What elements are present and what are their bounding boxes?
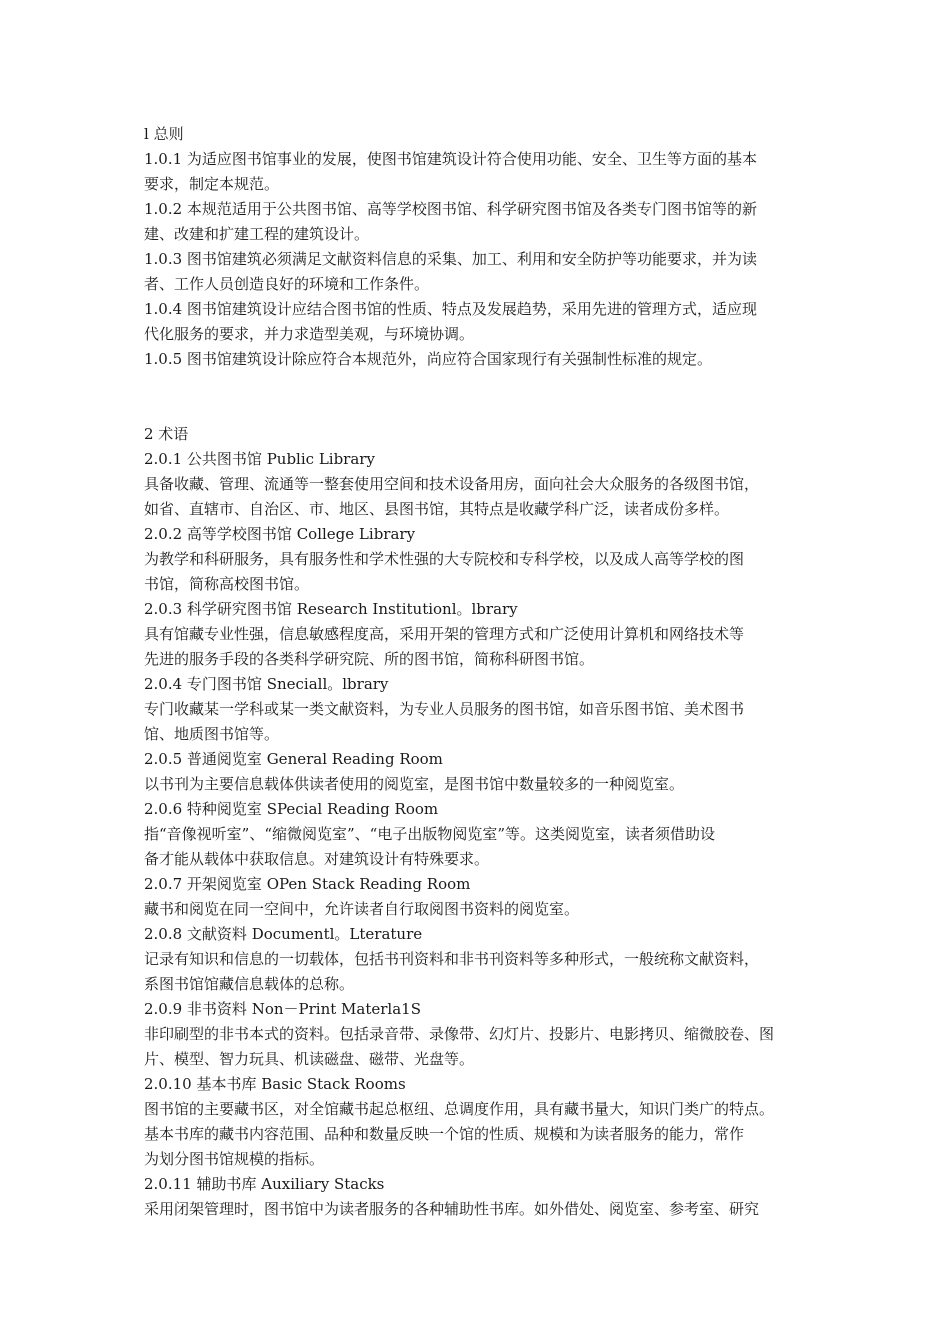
text-line: 馆、地质图书馆等。: [144, 725, 280, 743]
text-line: 2.0.2 高等学校图书馆 College Library: [144, 525, 416, 543]
chapter2-body: [144, 447, 816, 1222]
text-line: 先进的服务手段的各类科学研究院、所的图书馆，简称科研图书馆。: [144, 650, 595, 668]
text-line: 以书刊为主要信息载体供读者使用的阅览室，是图书馆中数量较多的一种阅览室。: [144, 775, 685, 793]
text-line: 专门收藏某一学科或某一类文献资料，为专业人员服务的图书馆，如音乐图书馆、美术图书: [144, 700, 745, 718]
text-line: 2.0.6 特种阅览室 SPecial Reading Room: [144, 800, 439, 818]
text-line: 2.0.4 专门图书馆 Sneciall。lbrary: [144, 675, 389, 693]
text-line: 指“音像视听室”、“缩微阅览室”、“电子出版物阅览室”等。这类阅览室，读者须借助设: [144, 825, 716, 843]
document-page: [144, 122, 816, 1222]
text-line: 备才能从载体中获取信息。对建筑设计有特殊要求。: [144, 850, 490, 868]
text-line: 具备收藏、管理、流通等一整套使用空间和技术设备用房，面向社会大众服务的各级图书馆，: [144, 475, 760, 493]
chapter-terms: [144, 422, 816, 1222]
text-line: 系图书馆馆藏信息载体的总称。: [144, 975, 355, 993]
text-line: 基本书库的藏书内容范围、品种和数量反映一个馆的性质、规模和为读者服务的能力，常作: [144, 1125, 745, 1143]
chapter-heading: l 总则: [144, 125, 184, 143]
text-line: 图书馆的主要藏书区，对全馆藏书起总枢纽、总调度作用，具有藏书量大，知识门类广的特点。: [144, 1100, 775, 1118]
text-line: 2.0.1 公共图书馆 Public Library: [144, 450, 375, 468]
text-line: 2.0.11 辅助书库 Auxiliary Stacks: [144, 1175, 385, 1193]
text-line: 采用闭架管理时，图书馆中为读者服务的各种辅助性书库。如外借处、阅览室、参考室、研究: [144, 1200, 760, 1218]
text-line: 非印刷型的非书本式的资料。包括录音带、录像带、幻灯片、投影片、电影拷贝、缩微胶卷、图: [144, 1025, 775, 1043]
text-line: 1.0.2 本规范适用于公共图书馆、高等学校图书馆、科学研究图书馆及各类专门图书馆等的新: [144, 200, 757, 218]
text-line: 2.0.10 基本书库 Basic Stack Rooms: [144, 1075, 406, 1093]
text-line: 者、工作人员创造良好的环境和工作条件。: [144, 275, 430, 293]
chapter1-body: [144, 147, 816, 372]
text-line: 代化服务的要求，并力求造型美观，与环境协调。: [144, 325, 475, 343]
text-line: 如省、直辖市、自治区、市、地区、县图书馆，其特点是收藏学科广泛，读者成份多样。: [144, 500, 730, 518]
text-line: 为划分图书馆规模的指标。: [144, 1150, 325, 1168]
text-line: 藏书和阅览在同一空间中，允许读者自行取阅图书资料的阅览室。: [144, 900, 580, 918]
section-gap: [144, 372, 816, 422]
text-line: 2.0.8 文献资料 Documentl。Lterature: [144, 925, 423, 943]
text-line: 具有馆藏专业性强，信息敏感程度高，采用开架的管理方式和广泛使用计算机和网络技术等: [144, 625, 745, 643]
text-line: 2.0.3 科学研究图书馆 Research Institutionl。lbrary: [144, 600, 518, 618]
text-line: 要求，制定本规范。: [144, 175, 280, 193]
chapter-general-principles: [144, 122, 816, 372]
text-line: 建、改建和扩建工程的建筑设计。: [144, 225, 370, 243]
text-line: 1.0.4 图书馆建筑设计应结合图书馆的性质、特点及发展趋势，采用先进的管理方式，适应现: [144, 300, 757, 318]
text-line: 为教学和科研服务，具有服务性和学术性强的大专院校和专科学校，以及成人高等学校的图: [144, 550, 745, 568]
text-line: 书馆，简称高校图书馆。: [144, 575, 310, 593]
text-line: 记录有知识和信息的一切载体，包括书刊资料和非书刊资料等多种形式，一般统称文献资料，: [144, 950, 760, 968]
chapter-heading: 2 术语: [144, 425, 189, 443]
text-line: 2.0.7 开架阅览室 OPen Stack Reading Room: [144, 875, 471, 893]
text-line: 2.0.9 非书资料 Non－Print Materla1S: [144, 1000, 421, 1018]
text-line: 1.0.3 图书馆建筑必须满足文献资料信息的采集、加工、利用和安全防护等功能要求，并为读: [144, 250, 757, 268]
text-line: 1.0.1 为适应图书馆事业的发展，使图书馆建筑设计符合使用功能、安全、卫生等方面的基本: [144, 150, 757, 168]
text-line: 2.0.5 普通阅览室 General Reading Room: [144, 750, 443, 768]
text-line: 片、模型、智力玩具、机读磁盘、磁带、光盘等。: [144, 1050, 475, 1068]
text-line: 1.0.5 图书馆建筑设计除应符合本规范外，尚应符合国家现行有关强制性标准的规定。: [144, 350, 712, 368]
